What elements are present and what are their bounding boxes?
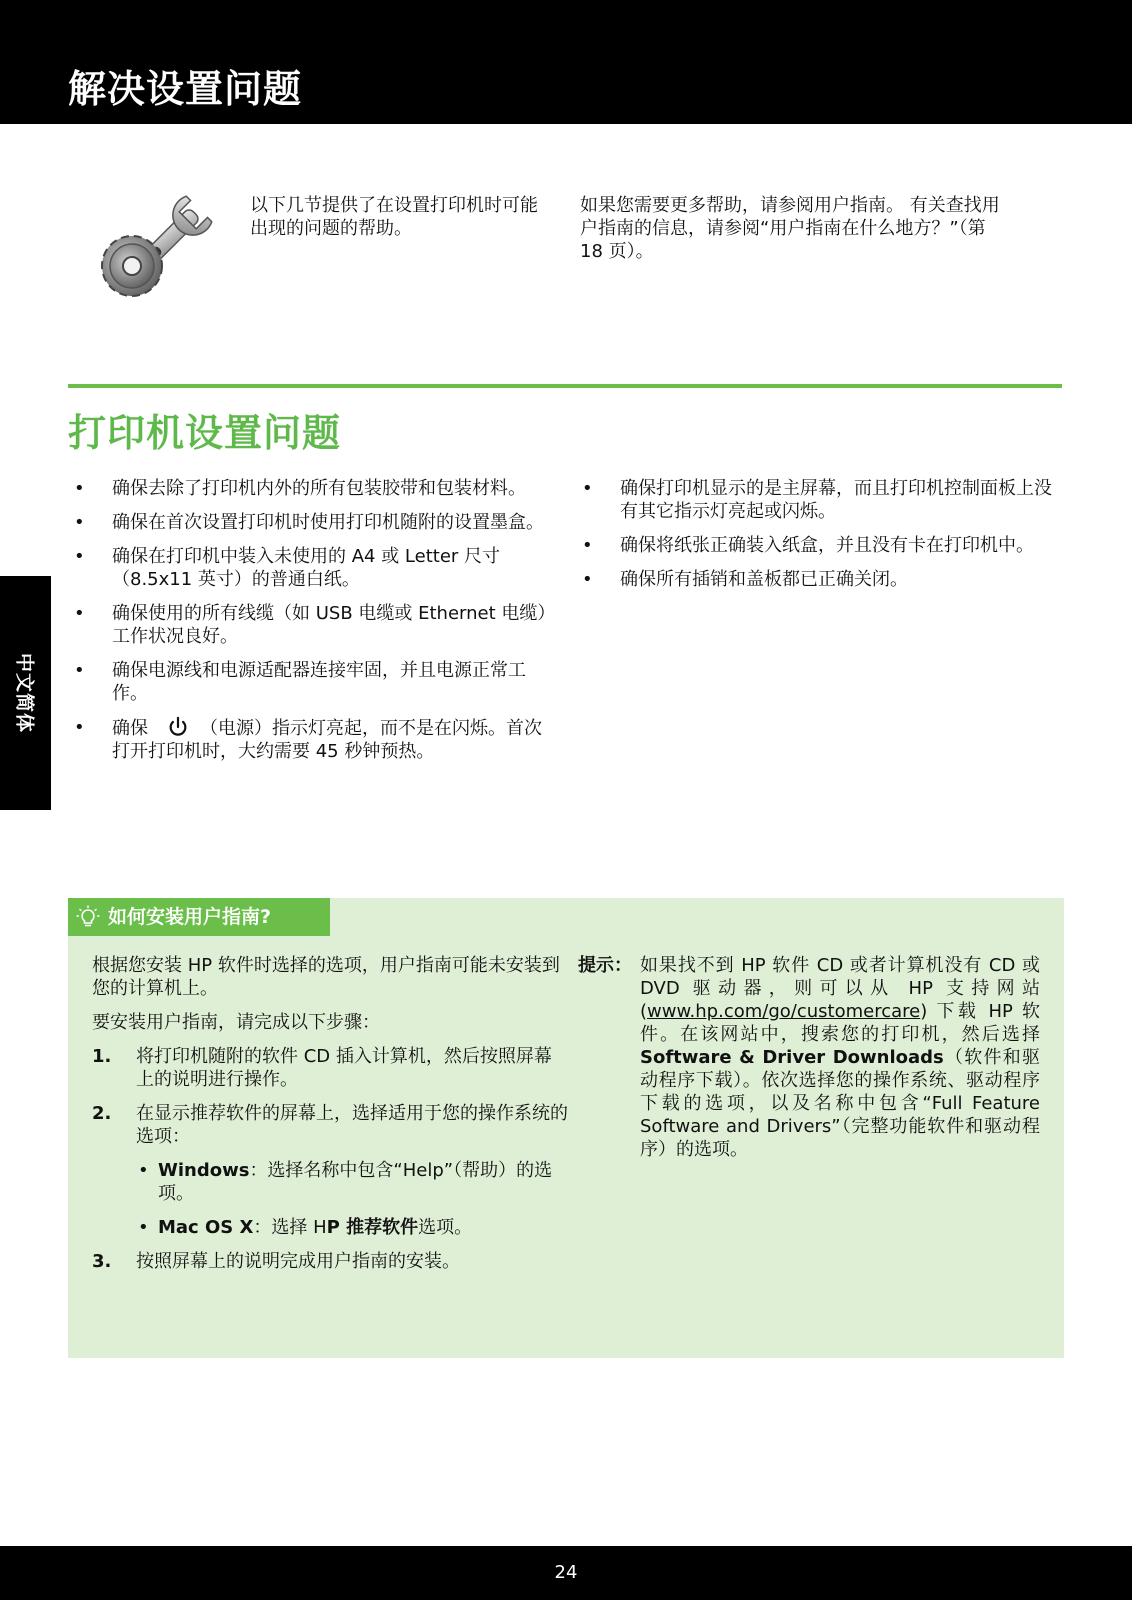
page-number: 24 bbox=[554, 1562, 578, 1583]
wrench-gear-icon bbox=[96, 188, 220, 312]
list-item: • 确保在首次设置打印机时使用打印机随附的设置墨盒。 bbox=[74, 512, 544, 533]
list-item: • 确保电源线和电源适配器连接牢固，并且电源正常工作。 bbox=[74, 660, 526, 704]
list-item: • 确保所有插销和盖板都已正确关闭。 bbox=[582, 569, 908, 590]
os-text: ：选择名称中包含“Help”（帮助）的选项。 bbox=[158, 1160, 553, 1204]
step-text: 在显示推荐软件的屏幕上，选择适用于您的操作系统的选项： bbox=[136, 1103, 568, 1147]
hint-text-bold: Software & Driver Downloads bbox=[640, 1047, 944, 1068]
step-number: 3. bbox=[92, 1251, 112, 1272]
page-footer bbox=[0, 1546, 1132, 1600]
hint-label: 提示： bbox=[578, 955, 632, 976]
power-item-suffix: （电源）指示灯亮起，而不是在闪烁。首次打开打印机时，大约需要 45 秒钟预热。 bbox=[112, 718, 542, 762]
list-item-text: 确保所有插销和盖板都已正确关闭。 bbox=[620, 569, 908, 590]
list-item-text: 确保去除了打印机内外的所有包装胶带和包装材料。 bbox=[112, 478, 526, 499]
hint-body bbox=[640, 954, 1040, 1161]
intro-left-text: 以下几节提供了在设置打印机时可能出现的问题的帮助。 bbox=[250, 195, 538, 239]
page-header bbox=[0, 0, 1132, 124]
list-item-text: 确保电源线和电源适配器连接牢固，并且电源正常工作。 bbox=[112, 660, 526, 704]
list-item: • 确保去除了打印机内外的所有包装胶带和包装材料。 bbox=[74, 478, 526, 499]
step-text: 将打印机随附的软件 CD 插入计算机，然后按照屏幕上的说明进行操作。 bbox=[136, 1046, 552, 1090]
list-item: • 确保打印机显示的是主屏幕，而且打印机控制面板上没有其它指示灯亮起或闪烁。 bbox=[582, 478, 1052, 522]
os-label: Windows bbox=[158, 1160, 250, 1181]
step-number: 1. bbox=[92, 1046, 112, 1067]
hint-text-mid: ) 下载 HP 软件。在该网站中，搜索您的打印机，然后选择 bbox=[640, 1001, 1040, 1045]
list-item-text: 确保将纸张正确装入纸盒，并且没有卡在打印机中。 bbox=[620, 535, 1034, 556]
step-1 bbox=[92, 1045, 568, 1091]
hint-text-pre: 如果找不到 HP 软件 CD 或者计算机没有 CD 或 DVD 驱动器，则可以从 HP 支持网站 ( bbox=[640, 955, 1040, 1022]
tip-intro-2: 要安装用户指南，请完成以下步骤： bbox=[92, 1012, 380, 1033]
os-option-windows: • Windows：选择名称中包含“Help”（帮助）的选项。 bbox=[138, 1160, 553, 1204]
checklist-right bbox=[578, 477, 1066, 602]
os-text-post: 选项。 bbox=[418, 1217, 473, 1238]
os-option-mac: • Mac OS X：选择 HP 推荐软件选项。 bbox=[138, 1217, 473, 1238]
list-item-text: 确保使用的所有线缆（如 USB 电缆或 Ethernet 电缆）工作状况良好。 bbox=[112, 603, 547, 647]
hint-text-post: （软件和驱动程序下载）。依次选择您的操作系统、驱动程序下载的选项，以及名称中包含“Full Feature Software and Drivers”（完整功能软件和驱动程序）的选项。 bbox=[640, 1047, 1041, 1160]
hint bbox=[578, 954, 1040, 1161]
language-tab-label: 中文简体 bbox=[13, 652, 35, 734]
section-divider bbox=[68, 384, 1062, 388]
page-title: 解决设置问题 bbox=[68, 67, 303, 111]
list-item: • 确保 （电源）指示灯亮起，而不是在闪烁。首次打开打印机时，大约需要 45 秒钟预热。 bbox=[74, 717, 542, 762]
tip-box bbox=[68, 898, 1064, 1358]
step-3 bbox=[92, 1250, 568, 1273]
tip-title-bar bbox=[68, 898, 330, 936]
os-options bbox=[136, 1159, 568, 1239]
intro-right-text: 如果您需要更多帮助，请参阅用户指南。 有关查找用户指南的信息，请参阅“用户指南在什么地方？”（第 18 页）。 bbox=[580, 195, 1000, 262]
support-link[interactable]: www.hp.com/go/customercare bbox=[647, 1001, 921, 1022]
os-text-pre: ：选择 H bbox=[253, 1217, 327, 1238]
power-icon bbox=[166, 716, 190, 738]
list-item: • 确保使用的所有线缆（如 USB 电缆或 Ethernet 电缆）工作状况良好。 bbox=[74, 603, 547, 647]
os-label: Mac OS X bbox=[158, 1217, 254, 1238]
power-item-prefix: 确保 bbox=[112, 718, 148, 739]
tip-intro-1: 根据您安装 HP 软件时选择的选项，用户指南可能未安装到您的计算机上。 bbox=[92, 955, 560, 999]
list-item-text: 确保打印机显示的是主屏幕，而且打印机控制面板上没有其它指示灯亮起或闪烁。 bbox=[620, 478, 1052, 522]
list-item: • 确保在打印机中装入未使用的 A4 或 Letter 尺寸（8.5x11 英寸）的普通白纸。 bbox=[74, 546, 501, 590]
list-item-text: 确保在打印机中装入未使用的 A4 或 Letter 尺寸（8.5x11 英寸）的普通白纸。 bbox=[112, 546, 501, 590]
language-tab bbox=[0, 576, 51, 810]
tip-title: 如何安装用户指南? bbox=[108, 906, 272, 928]
os-text-bold: P 推荐软件 bbox=[326, 1217, 419, 1238]
install-steps bbox=[92, 1045, 568, 1273]
step-2 bbox=[92, 1102, 568, 1239]
list-item-text: 确保在首次设置打印机时使用打印机随附的设置墨盒。 bbox=[112, 512, 544, 533]
step-text: 按照屏幕上的说明完成用户指南的安装。 bbox=[136, 1251, 460, 1272]
checklist-left bbox=[70, 477, 554, 774]
step-number: 2. bbox=[92, 1103, 112, 1124]
section-title: 打印机设置问题 bbox=[68, 411, 342, 455]
tip-instructions bbox=[92, 954, 568, 1284]
lightbulb-icon bbox=[76, 905, 100, 929]
list-item: • 确保将纸张正确装入纸盒，并且没有卡在打印机中。 bbox=[582, 535, 1034, 556]
